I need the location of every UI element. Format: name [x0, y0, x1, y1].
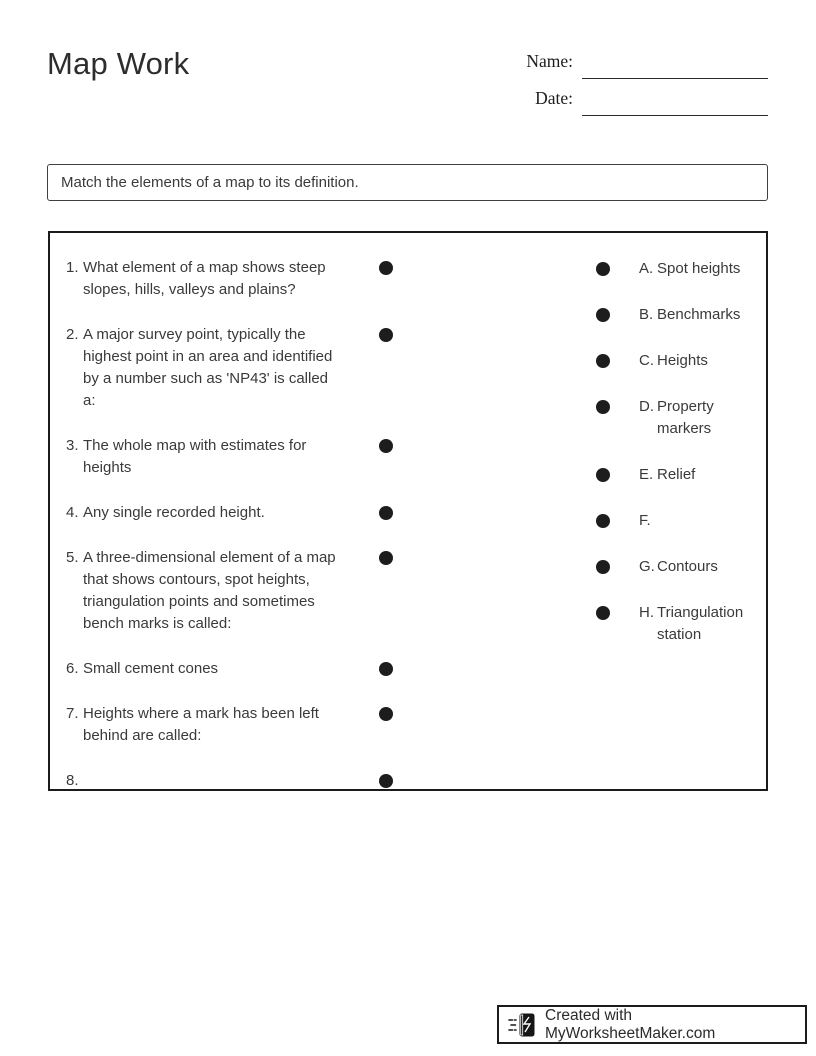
question-number: 3. [66, 437, 79, 454]
answer-letter: F. [639, 512, 651, 529]
answer-item [596, 510, 766, 532]
question-text: Heights where a mark has been left behind are called: [83, 705, 319, 744]
answer-text: Property markers [657, 398, 714, 437]
answer-match-dot[interactable] [596, 308, 610, 322]
question-match-dot[interactable] [379, 328, 393, 342]
question-number: 5. [66, 549, 79, 566]
question-number: 7. [66, 705, 79, 722]
question-text: Any single recorded height. [83, 504, 265, 521]
answer-match-dot[interactable] [596, 514, 610, 528]
question-match-dot[interactable] [379, 506, 393, 520]
footer-credit-box [497, 1005, 807, 1044]
name-label: Name: [526, 51, 573, 71]
date-input-line[interactable] [582, 115, 768, 116]
question-number: 1. [66, 259, 79, 276]
instructions-text: Match the elements of a map to its definition. [61, 174, 359, 191]
questions-column [66, 257, 393, 815]
answer-text: Triangulation station [657, 604, 744, 643]
date-label: Date: [535, 88, 573, 108]
answer-item [596, 350, 766, 372]
question-item [66, 547, 393, 635]
name-field-row [526, 50, 768, 72]
question-item [66, 502, 393, 524]
answer-text: Heights [657, 352, 708, 369]
answer-letter: G. [639, 558, 655, 575]
page-title: Map Work [47, 46, 190, 81]
name-date-fields [526, 50, 768, 124]
answer-match-dot[interactable] [596, 262, 610, 276]
question-match-dot[interactable] [379, 707, 393, 721]
question-number: 2. [66, 326, 79, 343]
flying-worksheet-icon [508, 1011, 538, 1039]
question-item [66, 770, 393, 792]
answer-item [596, 602, 766, 646]
question-text [83, 770, 338, 792]
answer-letter: E. [639, 466, 654, 483]
answer-letter: D. [639, 398, 654, 415]
instructions-box [47, 164, 768, 201]
question-item [66, 658, 393, 680]
answer-text: Spot heights [657, 260, 741, 277]
footer-credit-text: Created with MyWorksheetMaker.com [545, 1006, 716, 1042]
answer-match-dot[interactable] [596, 468, 610, 482]
answer-letter: C. [639, 352, 654, 369]
answer-text: Contours [657, 558, 718, 575]
answer-match-dot[interactable] [596, 606, 610, 620]
answer-letter: B. [639, 306, 654, 323]
date-field-row [526, 87, 768, 109]
answer-item [596, 258, 766, 280]
question-text: Small cement cones [83, 660, 219, 677]
question-item [66, 435, 393, 479]
answer-item [596, 396, 766, 440]
question-text: What element of a map shows steep slopes, hills, valleys and plains? [83, 259, 326, 298]
question-match-dot[interactable] [379, 551, 393, 565]
answer-item [596, 304, 766, 326]
question-number: 4. [66, 504, 79, 521]
question-match-dot[interactable] [379, 261, 393, 275]
question-match-dot[interactable] [379, 774, 393, 788]
answer-text: Relief [657, 466, 696, 483]
answer-text: Benchmarks [657, 306, 741, 323]
question-text: A three-dimensional element of a map that shows contours, spot heights, triangulation points and sometimes bench marks is called: [83, 549, 336, 632]
question-number: 6. [66, 660, 79, 677]
question-item [66, 324, 393, 412]
answer-item [596, 464, 766, 486]
matching-exercise-box [48, 231, 768, 791]
name-input-line[interactable] [582, 78, 768, 79]
question-item [66, 257, 393, 301]
answers-column [596, 258, 766, 670]
answer-match-dot[interactable] [596, 400, 610, 414]
question-number: 8. [66, 772, 79, 789]
question-text: A major survey point, typically the highest point in an area and identified by a number such as 'NP43' is called a: [83, 326, 333, 409]
question-match-dot[interactable] [379, 439, 393, 453]
answer-match-dot[interactable] [596, 354, 610, 368]
answer-letter: H. [639, 604, 654, 621]
answer-item [596, 556, 766, 578]
question-text: The whole map with estimates for heights [83, 437, 307, 476]
question-item [66, 703, 393, 747]
answer-match-dot[interactable] [596, 560, 610, 574]
answer-letter: A. [639, 260, 654, 277]
answer-text [657, 510, 754, 532]
question-match-dot[interactable] [379, 662, 393, 676]
